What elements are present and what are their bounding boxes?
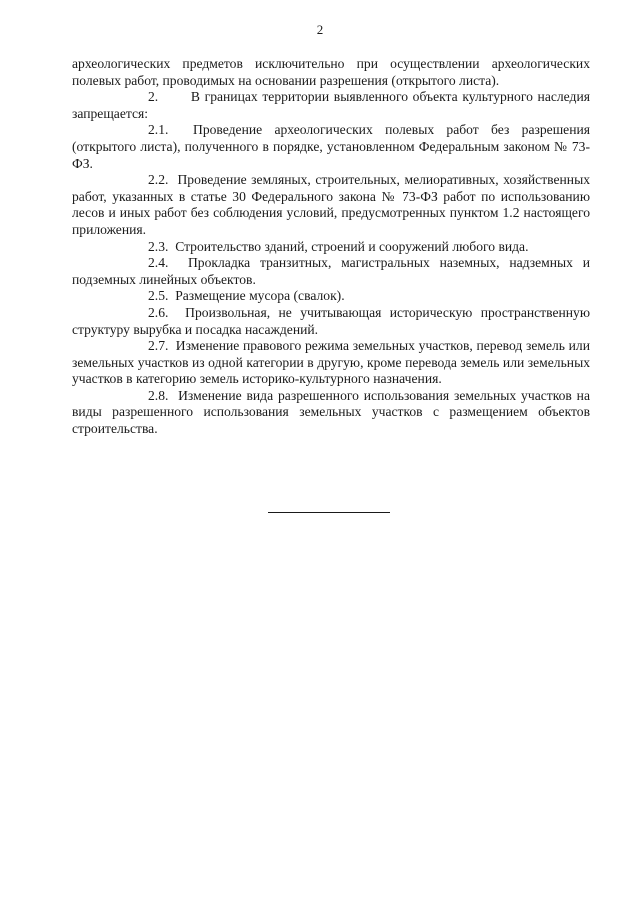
paragraph-number: 2.5. bbox=[148, 288, 169, 304]
page-number: 2 bbox=[316, 22, 324, 37]
paragraph-2-7 bbox=[72, 338, 590, 388]
paragraph-text: Проведение земляных, строительных, мелиоративных, хозяйственных работ, указанных в статье 30 Федерального закона № 73-ФЗ работ по использованию лесов и иных работ без соблюдения условий, предусмотренных пунктом 1.2 настоящего приложения. bbox=[72, 172, 591, 237]
paragraph-2-8 bbox=[72, 388, 590, 438]
paragraph-text: археологических предметов исключительно при осуществлении археологических полевых работ, проводимых на основании разрешения (открытого листа). bbox=[72, 56, 590, 88]
paragraph-text: Произвольная, не учитывающая историческую пространственную структуру вырубка и посадка насаждений. bbox=[72, 304, 590, 337]
paragraph-number: 2.7. bbox=[148, 338, 169, 354]
paragraph-2-3 bbox=[72, 239, 590, 256]
paragraph-number: 2.2. bbox=[148, 172, 169, 188]
paragraph-text: Проведение археологических полевых работ без разрешения (открытого листа), полученного в порядке, установленном Федеральным законом № 73-ФЗ. bbox=[72, 122, 591, 171]
paragraph-2 bbox=[72, 89, 590, 122]
paragraph-2-4 bbox=[72, 255, 590, 288]
paragraph-number: 2.1. bbox=[148, 122, 169, 138]
paragraph-2-1 bbox=[72, 122, 590, 172]
paragraph-text: В границах территории выявленного объекта культурного наследия запрещается: bbox=[72, 89, 590, 121]
paragraph-text: Размещение мусора (свалок). bbox=[175, 288, 345, 304]
paragraph-text: Прокладка транзитных, магистральных наземных, надземных и подземных линейных объектов. bbox=[72, 255, 590, 287]
paragraph-2-2 bbox=[72, 172, 590, 238]
paragraph-text: Изменение правового режима земельных участков, перевод земель или земельных участков из одной категории в другую, кроме перевода земель или земельных участков в категорию земель историко-культурного назначения. bbox=[72, 338, 590, 387]
paragraph-2-5 bbox=[72, 288, 590, 305]
paragraph-number: 2.6. bbox=[148, 304, 169, 320]
paragraph-text: Изменение вида разрешенного использования земельных участков на виды разрешенного использования земельных участков с размещением объектов строительства. bbox=[72, 387, 590, 437]
paragraph-number: 2.3. bbox=[148, 238, 169, 254]
paragraph-number: 2.8. bbox=[148, 387, 169, 403]
paragraph-2-6 bbox=[72, 305, 590, 338]
closing-rule-line bbox=[268, 512, 390, 513]
paragraph-number: 2. bbox=[148, 89, 159, 105]
paragraph-text: Строительство зданий, строений и сооружений любого вида. bbox=[175, 238, 529, 254]
paragraph-number: 2.4. bbox=[148, 255, 169, 271]
paragraph-continuation bbox=[72, 56, 590, 89]
document-body bbox=[72, 56, 590, 438]
